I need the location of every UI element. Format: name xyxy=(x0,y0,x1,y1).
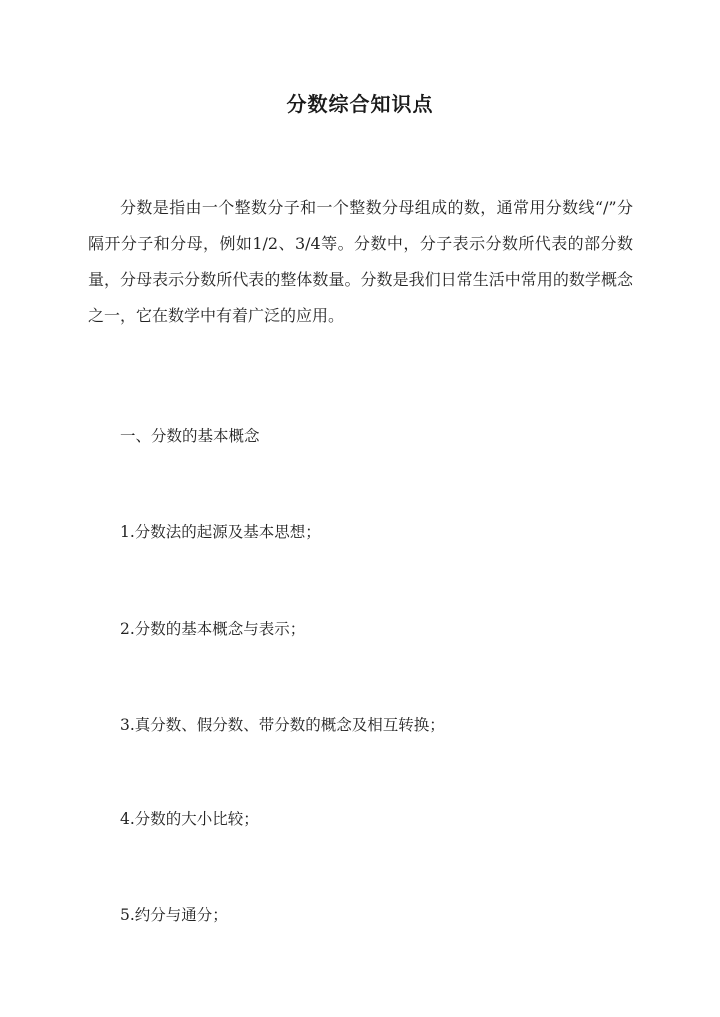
document-title: 分数综合知识点 xyxy=(286,92,434,116)
list-item: 4.分数的大小比较； xyxy=(120,810,259,828)
list-item: 2.分数的基本概念与表示； xyxy=(120,620,306,638)
intro-paragraph: 分数是指由一个整数分子和一个整数分母组成的数，通常用分数线“/”分隔开分子和分母，例如1/2、3/4等。分数中，分子表示分数所代表的部分数量，分母表示分数所代表的整体数量。分数是我们日常生活中常用的数学概念之一，它在数学中有着广泛的应用。 xyxy=(88,198,633,325)
list-item: 3.真分数、假分数、带分数的概念及相互转换； xyxy=(120,716,445,734)
list-item: 1.分数法的起源及基本思想； xyxy=(120,523,321,541)
section-heading: 一、分数的基本概念 xyxy=(120,427,260,445)
list-item: 5.约分与通分； xyxy=(120,906,228,924)
